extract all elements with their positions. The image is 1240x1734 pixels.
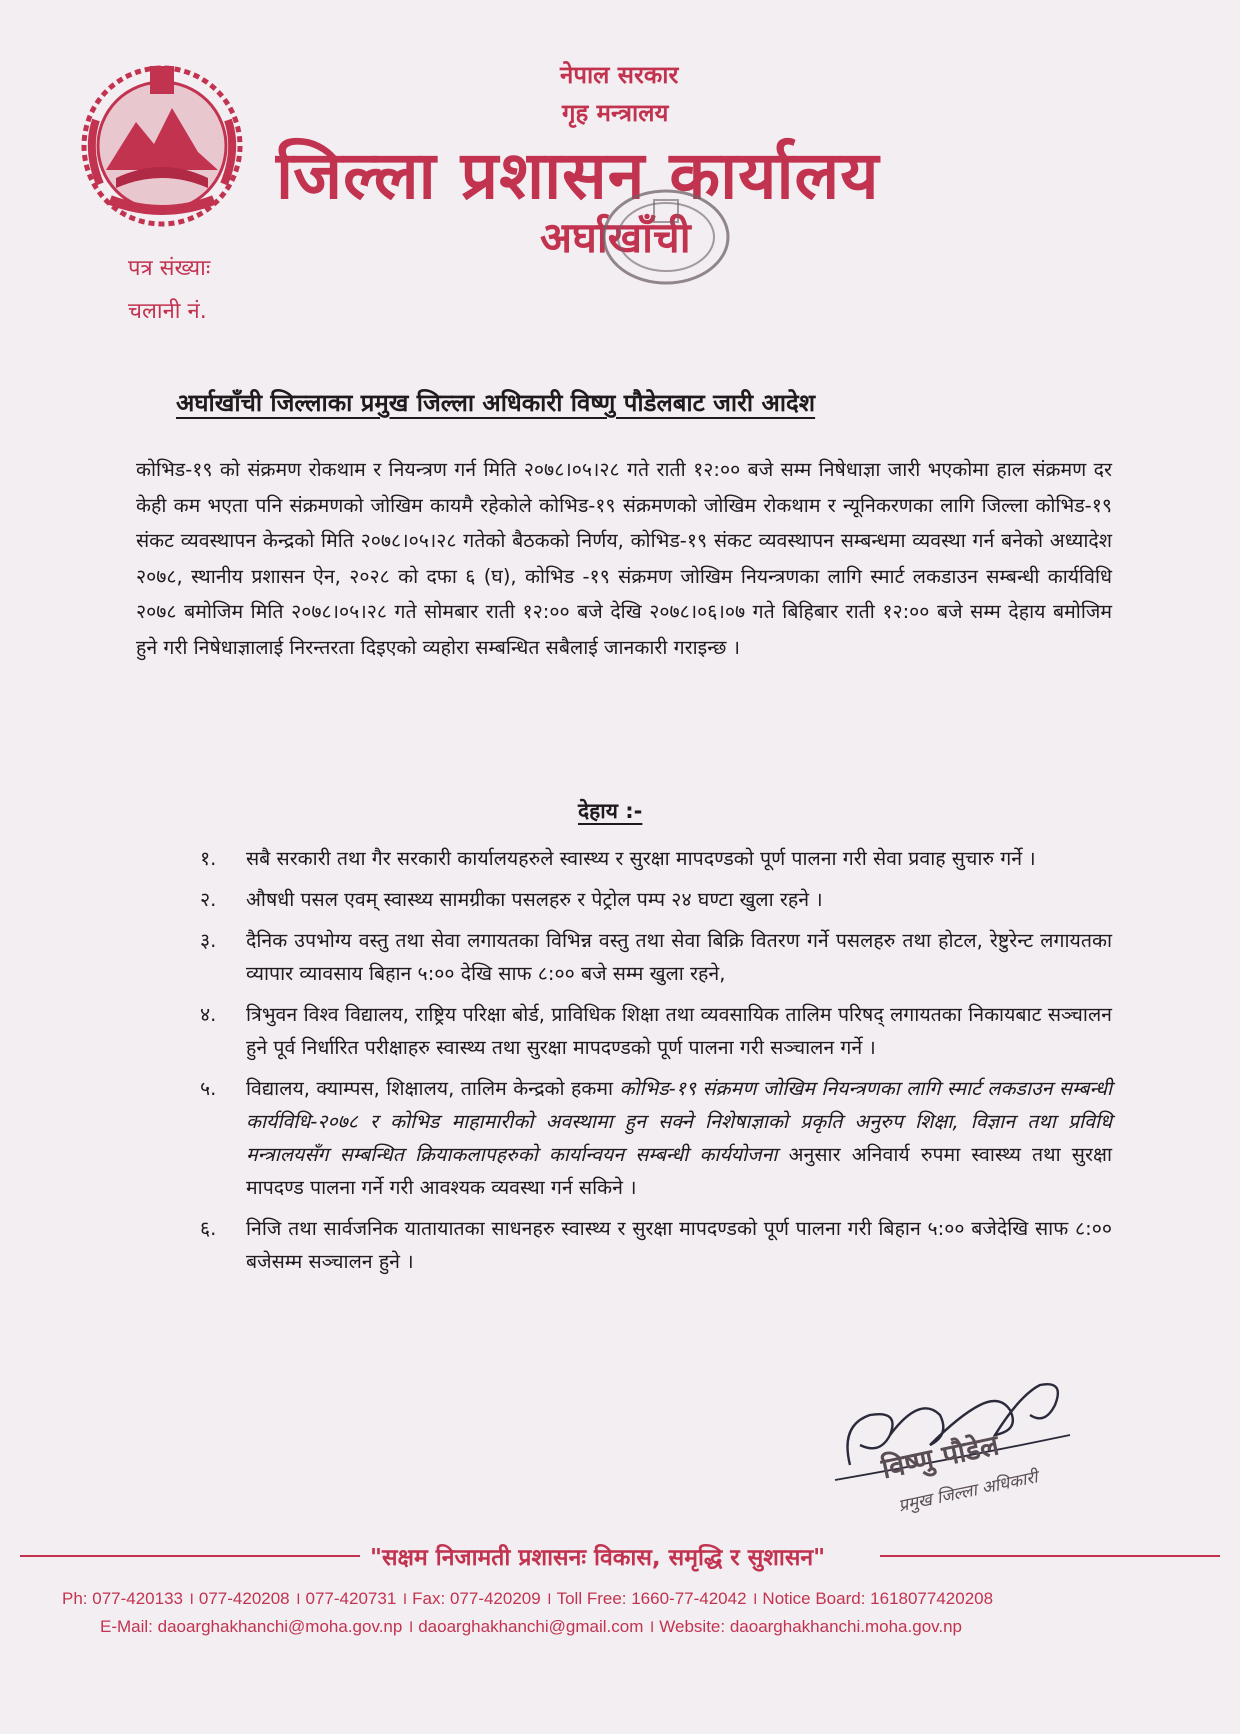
government-name: नेपाल सरकार <box>560 61 679 89</box>
signatory-name: विष्णु पौडेल <box>878 1428 1002 1486</box>
item-number: ६. <box>200 1217 217 1240</box>
office-stamp-icon <box>596 182 736 292</box>
dispatch-number-label: चलानी नं. <box>128 299 207 324</box>
contact-web-line: E-Mail: daoarghakhanchi@moha.gov.np । daoarghakhanchi@gmail.com । Website: daoarghakhanchi.moha.gov.np <box>100 1617 963 1636</box>
nepal-emblem-icon <box>76 60 248 228</box>
item-number: ५. <box>200 1077 217 1100</box>
list-item <box>200 883 1112 916</box>
item-text: औषधी पसल एवम् स्वास्थ्य सामग्रीका पसलहरु र पेट्रोल पम्प २४ घण्टा खुला रहने । <box>246 888 823 911</box>
orders-subheading: देहाय :- <box>578 799 643 823</box>
item-text-italic: कोभिड-१९ संक्रमण जोखिम नियन्त्रणका लागि स्मार्ट लकडाउन सम्बन्धी कार्यविधि-२०७८ र कोभिड माहामारीको अवस्थामा हुन सक्ने निशेषाज्ञाको प्रकृति अनुरुप शिक्षा, विज्ञान तथा प्रविधि मन्त्रालयसँग सम्बन्धित क्रियाकलापहरुको कार्यान्वयन सम्बन्धी कार्ययोजना <box>246 1077 1112 1166</box>
item-text: दैनिक उपभोग्य वस्तु तथा सेवा लगायतका विभिन्न वस्तु तथा सेवा बिक्रि वितरण गर्ने पसलहरु तथा होटल, रेष्टुरेन्ट लगायतका व्यापार व्यावसाय बिहान ५:०० देखि साफ ८:०० बजे सम्म खुला रहने, <box>246 929 1112 985</box>
district-name: अर्घाखाँची <box>540 213 691 262</box>
footer-rule-left <box>20 1555 360 1557</box>
item-text: अनुसार अनिवार्य रुपमा स्वास्थ्य तथा सुरक्षा मापदण्ड पालना गर्ने गरी आवश्यक व्यवस्था गर्न सकिने । <box>246 1143 1113 1199</box>
list-item <box>200 998 1112 1064</box>
signatory-designation: प्रमुख जिल्ला अधिकारी <box>896 1467 1040 1517</box>
orders-list <box>200 842 1112 1286</box>
office-name: जिल्ला प्रशासन कार्यालय <box>276 137 880 214</box>
intro-paragraph: कोभिड-१९ को संक्रमण रोकथाम र नियन्त्रण गर्न मिति २०७८।०५।२८ गते राती १२:०० बजे सम्म निषेधाज्ञा जारी भएकोमा हाल संक्रमण दर केही कम भएता पनि संक्रमणको जोखिम कायमै रहेकोले कोभिड-१९ संक्रमणको जोखिम रोकथाम र न्यूनिकरणका लागि जिल्ला कोभिड-१९ संकट व्यवस्थापन केन्द्रको मिति २०७८।०५।२८ गतेको बैठकको निर्णय, कोभिड-१९ संकट व्यवस्थापन सम्बन्धमा व्यवस्था गर्न बनेको अध्यादेश २०७८, स्थानीय प्रशासन ऐन, २०२८ को दफा ६ (घ), कोभिड -१९ संक्रमण जोखिम नियन्त्रणका लागि स्मार्ट लकडाउन सम्बन्धी कार्यविधि २०७८ बमोजिम मिति २०७८।०५।२८ गते सोमबार राती १२:०० बजे देखि २०७८।०६।०७ गते बिहिबार राती १२:०० बजे सम्म देहाय बमोजिम हुने गरी निषेधाज्ञालाई निरन्तरता दिइएको व्यहोरा सम्बन्धित सबैलाई जानकारी गराइन्छ । <box>136 458 1112 659</box>
footer-rule-right <box>880 1555 1220 1557</box>
item-number: ४. <box>200 1003 217 1026</box>
list-item <box>200 1212 1112 1278</box>
item-number: २. <box>200 888 217 911</box>
item-text: निजि तथा सार्वजनिक यातायातका साधनहरु स्वास्थ्य र सुरक्षा मापदण्डको पूर्ण पालना गरी बिहान ५:०० बजेदेखि साफ ८:०० बजेसम्म सञ्चालन हुने । <box>246 1217 1112 1273</box>
contact-phone-line: Ph: 077-420133 । 077-420208 । 077-420731 । Fax: 077-420209 । Toll Free: 1660-77-42042 । Notice Board: 1618077420208 <box>62 1589 994 1608</box>
list-item <box>200 842 1112 875</box>
footer-slogan: "सक्षम निजामती प्रशासनः विकास, समृद्धि र सुशासन" <box>364 1540 831 1572</box>
item-text: सबै सरकारी तथा गैर सरकारी कार्यालयहरुले स्वास्थ्य र सुरक्षा मापदण्डको पूर्ण पालना गरी सेवा प्रवाह सुचारु गर्ने । <box>246 847 1036 870</box>
item-text: त्रिभुवन विश्व विद्यालय, राष्ट्रिय परिक्षा बोर्ड, प्राविधिक शिक्षा तथा व्यवसायिक तालिम परिषद् लगायतका निकायबाट सञ्चालन हुने पूर्व निर्धारित परीक्षाहरु स्वास्थ्य तथा सुरक्षा मापदण्डको पूर्ण पालना गरी सञ्चालन गर्ने । <box>246 1003 1112 1059</box>
item-number: ३. <box>200 929 217 952</box>
ministry-name: गृह मन्त्रालय <box>562 99 669 127</box>
notice-title: अर्घाखाँची जिल्लाका प्रमुख जिल्ला अधिकारी विष्णु पौडेलबाट जारी आदेश <box>176 389 816 417</box>
letter-number-label: पत्र संख्याः <box>128 256 211 281</box>
list-item <box>200 1072 1112 1204</box>
list-item <box>200 924 1112 990</box>
signature-scribble-icon <box>830 1355 1080 1495</box>
item-text: विद्यालय, क्याम्पस, शिक्षालय, तालिम केन्द्रको हकमा <box>246 1077 620 1100</box>
item-number: १. <box>200 847 217 870</box>
